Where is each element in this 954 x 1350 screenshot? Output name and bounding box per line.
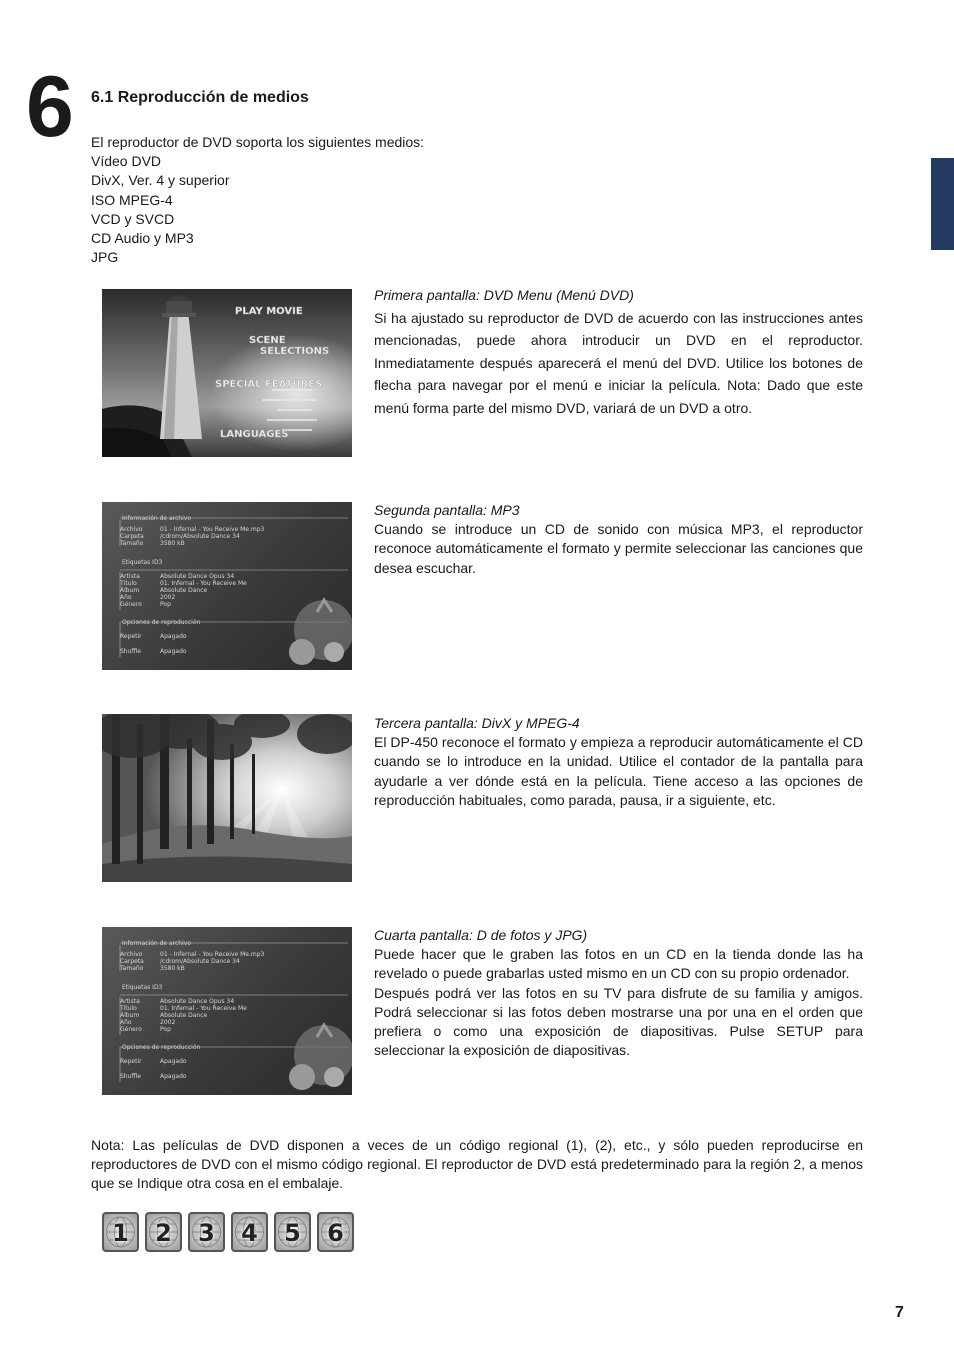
album-label: Álbum <box>120 1012 140 1019</box>
supported-media-list <box>91 133 424 267</box>
year-label: Año <box>120 1019 132 1026</box>
menu-option-play: PLAY MOVIE <box>235 306 303 317</box>
screen4-title: Cuarta pantalla: D de fotos y JPG) <box>374 927 588 943</box>
region-2-icon <box>145 1212 182 1252</box>
media-item: JPG <box>91 249 119 266</box>
region-4-icon <box>231 1212 268 1252</box>
folder-value: /cdrom/Absolute Dance 34 <box>160 533 240 540</box>
genre-label: Género <box>120 601 142 608</box>
size-label: Tamaño <box>120 540 144 547</box>
title-value: 01. Infernal - You Receive Me <box>160 1005 247 1012</box>
id3-header: Etiquetas ID3 <box>122 984 163 991</box>
id3-header: Etiquetas ID3 <box>122 559 163 566</box>
region-code-note: Nota: Las películas de DVD disponen a veces de un código regional (1), (2), etc., y sólo pueden reproducirse en reproductores de DVD con el mismo código regional. El reproductor de DVD está predeterminado para la región 2, a menos que se Indique otra cosa en el embalaje. <box>91 1137 863 1192</box>
year-value: 2002 <box>160 1019 176 1026</box>
file-info-header: Información de archivo <box>122 515 191 522</box>
screen3-caption <box>374 714 863 810</box>
artist-label: Artista <box>120 998 140 1005</box>
title-value: 01. Infernal - You Receive Me <box>160 580 247 587</box>
region-6-icon <box>317 1212 354 1252</box>
region-3-icon <box>188 1212 225 1252</box>
screen2-title: Segunda pantalla: MP3 <box>374 502 520 518</box>
screen3-body: El DP-450 reconoce el formato y empieza a reproducir automáticamente el CD cuando se lo introduce en la unidad. Utilice el contador de la pantalla para ayudarle a ver dónde está en la película. Tiene acceso a las opciones de reproducción habituales, como parada, pausa, ir a siguiente, etc. <box>374 734 863 808</box>
photo-info-graphic <box>102 927 352 1095</box>
repeat-value: Apagado <box>160 1058 187 1065</box>
album-label: Álbum <box>120 587 140 594</box>
media-item: DivX, Ver. 4 y superior <box>91 172 230 189</box>
artist-value: Absolute Dance Opus 34 <box>160 573 235 580</box>
genre-label: Género <box>120 1026 142 1033</box>
size-value: 3580 kB <box>160 965 185 972</box>
folder-value: /cdrom/Absolute Dance 34 <box>160 958 240 965</box>
file-info-header: Información de archivo <box>122 940 191 947</box>
lighthouse-image <box>102 289 352 457</box>
screen1-title: Primera pantalla: DVD Menu (Menú DVD) <box>374 287 634 303</box>
photo-info-panel <box>102 927 352 1095</box>
media-item: Vídeo DVD <box>91 153 162 170</box>
menu-option-languages: LANGUAGES <box>220 429 289 440</box>
screen1-body: Si ha ajustado su reproductor de DVD de acuerdo con las instrucciones antes mencionadas, puede ahora introducir un DVD en el reproductor. Inmediatamente después aparecerá el menú del DVD. Utilice los botones de flecha para navegar por el menú e iniciar la película. Nota: Dado que este menú forma parte del mismo DVD, variará de un DVD a otro. <box>374 309 863 416</box>
screen4-body-1: Puede hacer que le graben las fotos en un CD en la tienda donde las ha revelado o puede grabarlas usted mismo en un CD con su propio ordenador. <box>374 946 863 982</box>
size-value: 3580 kB <box>160 540 185 547</box>
shuffle-value: Apagado <box>160 1073 187 1080</box>
genre-value: Pop <box>160 601 171 608</box>
page-number: 7 <box>895 1304 904 1321</box>
repeat-value: Apagado <box>160 633 187 640</box>
album-value: Absolute Dance <box>160 1012 208 1019</box>
region-code-label: 4 <box>241 1219 258 1247</box>
region-code-label: 3 <box>198 1219 215 1247</box>
menu-option-selections: SELECTIONS <box>260 346 330 357</box>
menu-option-special-features: SPECIAL FEATURES <box>215 379 323 390</box>
genre-value: Pop <box>160 1026 171 1033</box>
year-value: 2002 <box>160 594 176 601</box>
forest-image <box>102 714 352 882</box>
media-item: ISO MPEG-4 <box>91 191 173 208</box>
chapter-number: 6 <box>26 59 74 155</box>
playback-options-header: Opciones de reproducción <box>122 619 201 626</box>
year-label: Año <box>120 594 132 601</box>
screen1-caption <box>374 284 863 419</box>
screen4-body-2: Después podrá ver las fotos en su TV para disfrute de su familia y amigos. Podrá seleccionar si las fotos deben mostrarse una por una en el orden que prefiera o como una exposición de diapositivas. Pulse SETUP para seleccionar la exposición de diapositivas. <box>374 984 863 1059</box>
screen2-body: Cuando se introduce un CD de sonido con música MP3, el reproductor reconoce automáticamente el formato y permite seleccionar las canciones que desea escuchar. <box>374 521 863 576</box>
dvd-menu-screenshot <box>102 289 352 457</box>
screen3-title: Tercera pantalla: DivX y MPEG-4 <box>374 715 580 731</box>
region-code-label: 6 <box>327 1219 344 1247</box>
title-label: Título <box>120 1005 137 1012</box>
menu-option-scene: SCENE <box>249 335 286 346</box>
folder-label: Carpeta <box>120 533 144 540</box>
region-5-icon <box>274 1212 311 1252</box>
folder-label: Carpeta <box>120 958 144 965</box>
mp3-info-panel <box>102 502 352 670</box>
divx-screenshot <box>102 714 352 882</box>
mp3-info-graphic <box>102 502 352 670</box>
section-title: 6.1 Reproducción de medios <box>91 89 309 106</box>
file-label: Archivo <box>120 526 143 533</box>
shuffle-label: Shuffle <box>120 1073 141 1080</box>
size-label: Tamaño <box>120 965 144 972</box>
region-code-label: 5 <box>284 1219 301 1247</box>
repeat-label: Repetir <box>120 633 142 640</box>
region-code-icons <box>102 1212 354 1252</box>
title-label: Título <box>120 580 137 587</box>
region-1-icon <box>102 1212 139 1252</box>
artist-value: Absolute Dance Opus 34 <box>160 998 235 1005</box>
screen4-caption <box>374 926 863 1060</box>
screen2-caption <box>374 501 863 578</box>
file-label: Archivo <box>120 951 143 958</box>
intro-lead: El reproductor de DVD soporta los siguientes medios: <box>91 134 425 150</box>
shuffle-label: Shuffle <box>120 648 141 655</box>
chapter-side-tab <box>931 158 954 250</box>
file-value: 01 - Infernal - You Receive Me.mp3 <box>160 951 265 958</box>
photo-screenshot <box>102 927 352 1095</box>
playback-options-header: Opciones de reproducción <box>122 1044 201 1051</box>
shuffle-value: Apagado <box>160 648 187 655</box>
repeat-label: Repetir <box>120 1058 142 1065</box>
region-code-label: 2 <box>155 1219 172 1247</box>
mp3-screenshot <box>102 502 352 670</box>
file-value: 01 - Infernal - You Receive Me.mp3 <box>160 526 265 533</box>
media-item: CD Audio y MP3 <box>91 230 194 247</box>
album-value: Absolute Dance <box>160 587 208 594</box>
media-item: VCD y SVCD <box>91 210 175 227</box>
region-code-label: 1 <box>112 1219 129 1247</box>
artist-label: Artista <box>120 573 140 580</box>
